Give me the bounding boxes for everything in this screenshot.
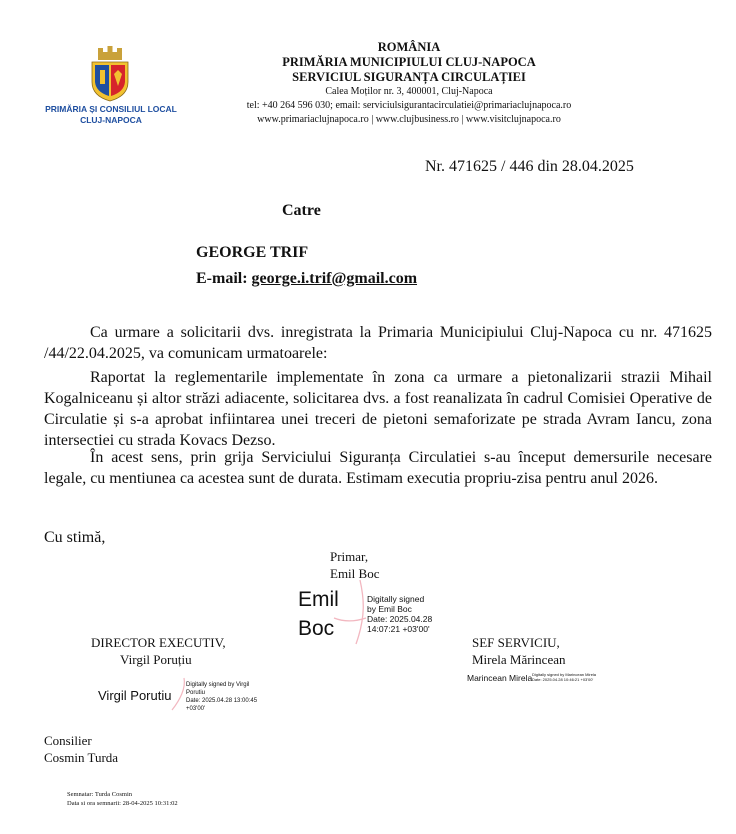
- mayor-sig-info-line: 14:07:21 +03'00': [367, 624, 430, 634]
- director-digital-signature-info: [186, 681, 257, 713]
- counselor-title: Consilier: [44, 733, 92, 748]
- letterhead-institution: PRIMĂRIA MUNICIPIULUI CLUJ-NAPOCA: [282, 55, 536, 69]
- sef-sig-info-line: Digitally signed by Marincean Mirela: [532, 672, 597, 677]
- director-name: Virgil Poruțiu: [120, 652, 192, 667]
- body-paragraph-3: În acest sens, prin grija Serviciului Siguranța Circulatiei s-au început demersurile necesare legale, cu mentiunea ca acestea sunt de durata. Estimam executia propriu-zisa pentru anul 2026.: [44, 449, 712, 487]
- letterhead-department: SERVICIUL SIGURANȚA CIRCULAȚIEI: [292, 70, 526, 84]
- letterhead-websites: www.primariaclujnapoca.ro | www.clujbusiness.ro | www.visitclujnapoca.ro: [257, 114, 561, 125]
- director-digital-signature-name: Virgil Porutiu: [98, 688, 172, 703]
- mayor-sig-info-line: Digitally signed: [367, 594, 425, 604]
- body-paragraph-1: Ca urmare a solicitarii dvs. inregistrata la Primaria Municipiului Cluj-Napoca cu nr. 471625 /44/22.04.2025, va comunicam urmatoarele:: [44, 324, 712, 362]
- mayor-sig-info-line: by Emil Boc: [367, 604, 412, 614]
- mayor-sig-info-line: Date: 2025.04.28: [367, 614, 433, 624]
- head-of-service-name: Mirela Mărincean: [472, 652, 566, 667]
- head-of-service-digital-signature-name: Marincean Mirela: [467, 673, 533, 683]
- footer-signed-by: Semnatar: Turda Cosmin: [67, 791, 133, 798]
- mayor-digital-signature-info: [367, 594, 432, 634]
- footer-signed-at: Data si ora semnarii: 28-04-2025 10:31:02: [67, 800, 178, 807]
- mayor-sig-line2: Boc: [298, 617, 335, 640]
- crest-caption-line1: PRIMĂRIA ȘI CONSILIUL LOCAL: [45, 104, 177, 114]
- recipient-name: GEORGE TRIF: [196, 244, 309, 261]
- letterhead-country: ROMÂNIA: [377, 40, 441, 54]
- city-coat-of-arms-logo: [88, 46, 132, 102]
- director-title: DIRECTOR EXECUTIV,: [91, 635, 226, 650]
- mayor-title: Primar,: [330, 549, 369, 564]
- signature-footer: [67, 790, 178, 808]
- mayor-digital-signature-name: [298, 585, 339, 643]
- director-sig-info-line: +03'00': [186, 706, 206, 712]
- recipient-email-label: E-mail:: [196, 270, 252, 287]
- recipient-to-label: Catre: [282, 202, 321, 219]
- sef-sig-info-line: Date: 2025.04.28 10:46:21 +03'00': [532, 677, 594, 682]
- crest-caption: [44, 104, 178, 126]
- letterhead-address: Calea Moților nr. 3, 400001, Cluj-Napoca: [325, 86, 493, 97]
- recipient-email[interactable]: george.i.trif@gmail.com: [251, 270, 418, 287]
- mayor-name: Emil Boc: [330, 566, 380, 581]
- head-of-service-title: SEF SERVICIU,: [472, 635, 560, 650]
- head-of-service-digital-signature-info: [532, 672, 596, 682]
- letterhead-contact: tel: +40 264 596 030; email: serviciulsigurantacirculatiei@primariaclujnapoca.ro: [246, 100, 572, 111]
- director-sig-info-line: Date: 2025.04.28 13:00:45: [186, 698, 258, 704]
- mayor-sig-line1: Emil: [298, 588, 339, 611]
- counselor-name: Cosmin Turda: [44, 750, 119, 765]
- director-sig-info-line: Porutiu: [186, 690, 206, 696]
- director-sig-info-line: Digitally signed by Virgil: [186, 682, 250, 688]
- letterhead: [228, 40, 590, 127]
- body-paragraph-2: Raportat la reglementarile implementate în zona ca urmare a pietonalizarii strazii Mihail Kogalniceanu și altor străzi adiacente, solicitarea dvs. a fost reanalizata în cadrul Comisiei Operative de Circulatie și s-a aprobat infiintarea unei treceri de pietoni semaforizate pe strada Avram Iancu, zona intersectiei cu strada Kovacs Dezso.: [44, 369, 712, 449]
- document-number: Nr. 471625 / 446 din 28.04.2025: [425, 158, 634, 175]
- closing: Cu stimă,: [44, 529, 106, 546]
- recipient-email-line: [196, 270, 417, 288]
- crest-caption-line2: CLUJ-NAPOCA: [80, 115, 142, 125]
